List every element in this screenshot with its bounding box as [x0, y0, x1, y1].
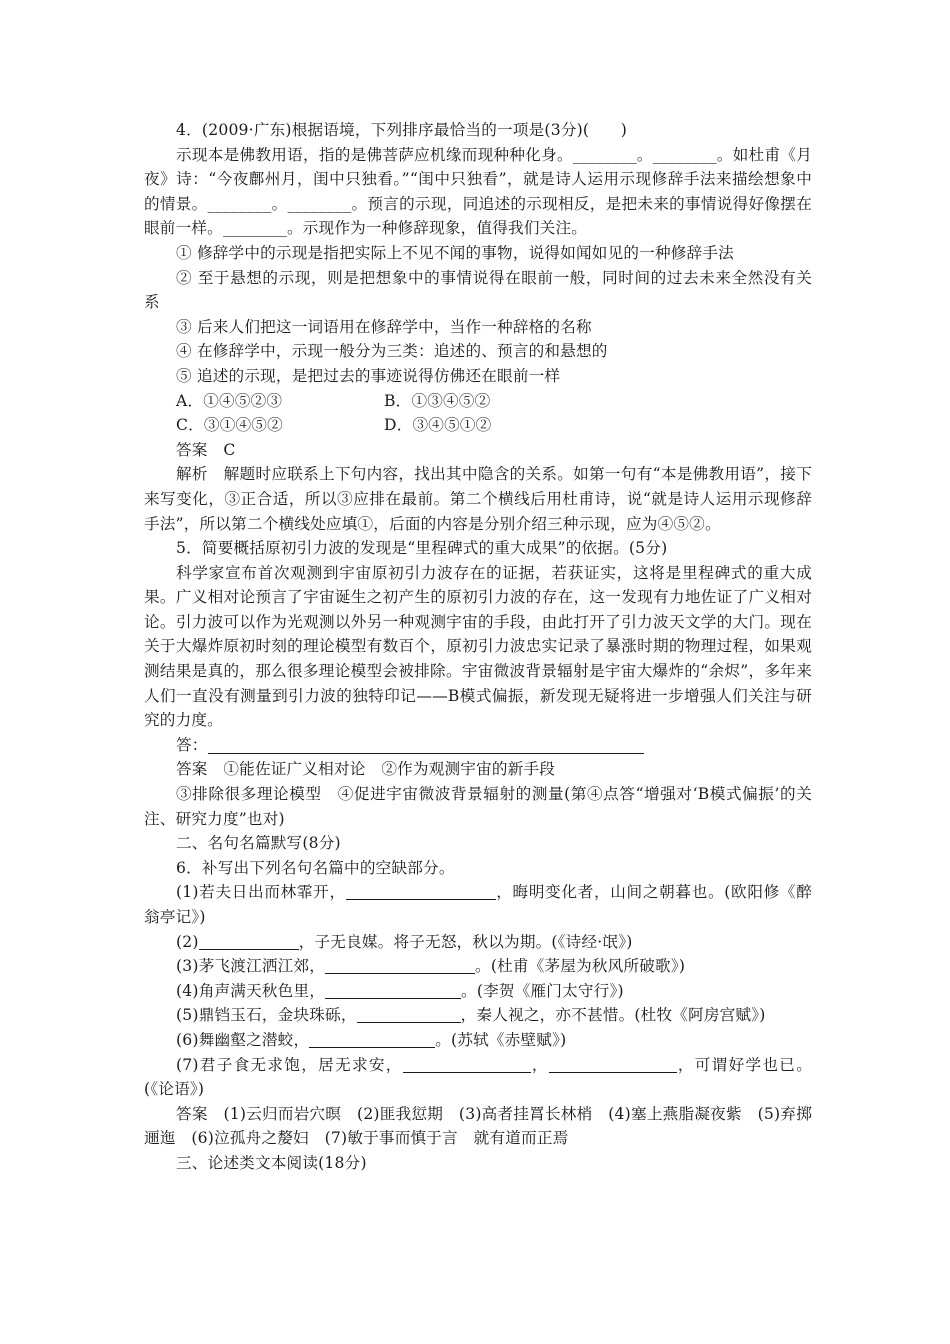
q6-3-blank[interactable] [325, 957, 475, 974]
q6-1-prefix: (1)若夫日出而林霏开， [176, 883, 346, 902]
q4-item-4: ④ 在修辞学中，示现一般分为三类：追述的、预言的和悬想的 [176, 342, 608, 361]
answer-label: 答： [176, 735, 208, 754]
q5-stem: 5．简要概括原初引力波的发现是“里程碑式的重大成果”的依据。(5分) [176, 539, 668, 558]
q6-6-suffix: 。(苏轼《赤壁赋》) [435, 1030, 567, 1049]
q6-line-4 [144, 979, 812, 1004]
q6-5-blank[interactable] [357, 1006, 461, 1023]
option-d: D．③④⑤①② [384, 416, 492, 435]
q6-line-6 [144, 1028, 812, 1053]
q4-stem: 4．(2009·广东)根据语境，下列排序最恰当的一项是(3分)( ) [176, 121, 628, 139]
q6-7-blank-2[interactable] [549, 1056, 677, 1073]
q6-6-prefix: (6)舞幽壑之潜蛟， [176, 1030, 310, 1049]
q6-7-middle: ， [530, 1055, 549, 1074]
q5-answer-1: 答案 ①能佐证广义相对论 ②作为观测宇宙的新手段 [176, 760, 556, 779]
q6-2-prefix: (2) [176, 932, 199, 951]
option-b: B．①③④⑤② [384, 391, 491, 410]
q6-line-7 [144, 1053, 812, 1102]
q5-answer-line [144, 733, 812, 758]
q4-item-3: ③ 后来人们把这一词语用在修辞学中，当作一种辞格的名称 [176, 317, 592, 336]
section-2-heading: 二、名句名篇默写(8分) [176, 834, 341, 853]
q6-3-suffix: 。(杜甫《茅屋为秋风所破歌》) [475, 957, 686, 976]
q4-analysis: 解析 解题时应联系上下句内容，找出其中隐含的关系。如第一句有“本是佛教用语”，接下来写变化，③正合适，所以③应排在最前。第二个横线后用杜甫诗，说“就是诗人运用示现修辞手法”，所以第二个横线处应填①，后面的内容是分别介绍三种示现，应为④⑤②。 [144, 465, 812, 533]
q6-1-suffix: ，晦明变化者，山间之朝暮也。(欧阳修《醉翁亭记》) [144, 883, 812, 926]
q6-3-prefix: (3)茅飞渡江洒江郊， [176, 957, 326, 976]
document-page [144, 118, 812, 1176]
q4-options-row-2 [144, 413, 812, 438]
q6-5-suffix: ，秦人视之，亦不甚惜。(杜牧《阿房宫赋》) [460, 1006, 766, 1025]
option-c: C．③①④⑤② [176, 416, 283, 435]
q6-5-prefix: (5)鼎铛玉石，金块珠砾， [176, 1006, 357, 1025]
q6-stem: 6．补写出下列名句名篇中的空缺部分。 [176, 858, 455, 877]
q6-1-blank[interactable] [346, 883, 496, 900]
q6-line-2 [144, 930, 812, 955]
section-3-heading: 三、论述类文本阅读(18分) [176, 1153, 367, 1172]
q6-line-5 [144, 1003, 812, 1028]
q6-line-1 [144, 880, 812, 929]
q6-4-suffix: 。(李贺《雁门太守行》) [461, 981, 624, 1000]
option-a: A．①④⑤②③ [176, 391, 283, 410]
q4-answer: 答案 C [176, 440, 236, 459]
q4-options-row-1 [144, 389, 812, 414]
q6-7-blank-1[interactable] [403, 1056, 531, 1073]
q6-2-suffix: ，子无良媒。将子无怒，秋以为期。(《诗经·氓》) [298, 932, 633, 951]
q6-line-3 [144, 954, 812, 979]
q4-item-1: ① 修辞学中的示现是指把实际上不见不闻的事物，说得如闻如见的一种修辞手法 [176, 243, 734, 262]
q6-2-blank[interactable] [199, 933, 299, 950]
q4-item-5: ⑤ 追述的示现，是把过去的事迹说得仿佛还在眼前一样 [176, 366, 561, 385]
q6-7-suffix: ，可谓好学也已。(《论语》) [144, 1055, 812, 1099]
q4-passage: 示现本是佛教用语，指的是佛菩萨应机缘而现种种化身。________。________。如杜甫《月夜》诗：“今夜鄜州月，闺中只独看。”“闺中只独看”，就是诗人运用示现修辞手法来描绘想象中的情景。________。________。预言的示现，同追述的示现相反，是把未来的事情说得好像摆在眼前一样。________。示现作为一种修辞现象，值得我们关注。 [144, 145, 812, 238]
q4-item-2: ② 至于悬想的示现，则是把想象中的事情说得在眼前一般，同时间的过去未来全然没有关系 [144, 268, 812, 312]
q6-answer: 答案 (1)云归而岩穴暝 (2)匪我愆期 (3)高者挂罥长林梢 (4)塞上燕脂凝夜紫 (5)弃掷逦迤 (6)泣孤舟之嫠妇 (7)敏于事而慎于言 就有道而正焉 [144, 1104, 812, 1148]
q6-6-blank[interactable] [309, 1031, 435, 1048]
q5-answer-2: ③排除很多理论模型 ④促进宇宙微波背景辐射的测量(第④点答“增强对‘B模式偏振’的关注、研究力度”也对) [144, 785, 812, 828]
q6-7-prefix: (7)君子食无求饱，居无求安， [176, 1055, 403, 1074]
q6-4-prefix: (4)角声满天秋色里， [176, 981, 326, 1000]
q6-4-blank[interactable] [325, 982, 461, 999]
answer-blank[interactable] [208, 737, 644, 754]
q5-passage: 科学家宣布首次观测到宇宙原初引力波存在的证据，若获证实，这将是里程碑式的重大成果。广义相对论预言了宇宙诞生之初产生的原初引力波的存在，这一发现有力地佐证了广义相对论。引力波可以作为光观测以外另一种观测宇宙的手段，由此打开了引力波天文学的大门。现在关于大爆炸原初时刻的理论模型有数百个，原初引力波忠实记录了暴涨时期的物理过程，如果观测结果是真的，那么很多理论模型会被排除。宇宙微波背景辐射是宇宙大爆炸的“余烬”，多年来人们一直没有测量到引力波的独特印记——B模式偏振，新发现无疑将进一步增强人们关注与研究的力度。 [144, 563, 812, 730]
